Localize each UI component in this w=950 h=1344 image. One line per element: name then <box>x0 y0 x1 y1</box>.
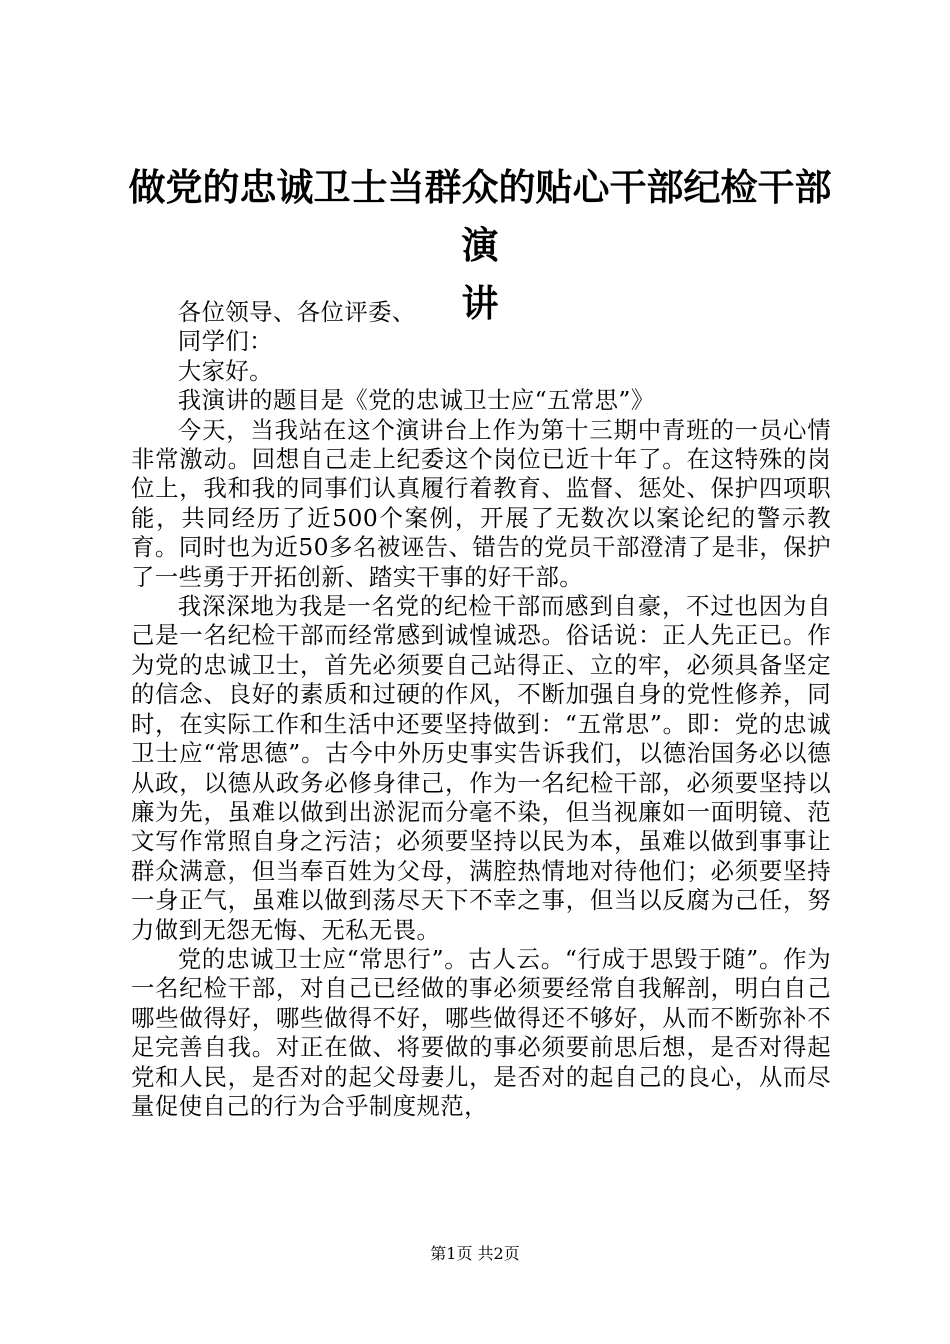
page-footer: 第1页 共2页 <box>430 1244 520 1263</box>
body-paragraph: 党的忠诚卫士应“常思行”。古人云。“行成于思毁于随”。作为一名纪检干部，对自己已经做的事必须要经常自我解剖，明白自己哪些做得好，哪些做得不好，哪些做得还不够好，从而不断弥补不足完善自我。对正在做、将要做的事必须要前思后想，是否对得起党和人民，是否对的起父母妻儿，是否对的起自己的良心，从而尽量促使自己的行为合乎制度规范， <box>131 944 831 1120</box>
salutation-paragraph: 各位领导、各位评委、 <box>177 298 416 326</box>
salutation-paragraph: 同学们： <box>177 327 273 356</box>
title-line-2: 讲 <box>461 281 499 325</box>
document-body <box>131 298 831 1121</box>
topic-paragraph: 我演讲的题目是《党的忠诚卫士应“五常思”》 <box>177 386 655 415</box>
body-paragraph: 今天，当我站在这个演讲台上作为第十三期中青班的一员心情非常激动。回想自己走上纪委这个岗位已近十年了。在这特殊的岗位上，我和我的同事们认真履行着教育、监督、惩处、保护四项职能，共同经历了近500个案例，开展了无数次以案论纪的警示教育。同时也为近50多名被诬告、错告的党员干部澄清了是非，保护了一些勇于开拓创新、踏实干事的好干部。 <box>131 415 831 591</box>
body-paragraph: 我深深地为我是一名党的纪检干部而感到自豪，不过也因为自己是一名纪检干部而经常感到诚惶诚恐。俗话说：正人先正已。作为党的忠诚卫士，首先必须要自己站得正、立的牢，必须具备坚定的信念、良好的素质和过硬的作风，不断加强自身的党性修养，同时，在实际工作和生活中还要坚持做到：“五常思”。即：党的忠诚卫士应“常思德”。古今中外历史事实告诉我们，以德治国务必以德从政，以德从政务必修身律己，作为一名纪检干部，必须要坚持以廉为先，虽难以做到出淤泥而分毫不染，但当视廉如一面明镜、范文写作常照自身之污洁；必须要坚持以民为本，虽难以做到事事让群众满意，但当奉百姓为父母，满腔热情地对待他们；必须要坚持一身正气，虽难以做到荡尽天下不幸之事，但当以反腐为己任，努力做到无怨无悔、无私无畏。 <box>131 592 831 944</box>
greeting-paragraph: 大家好。 <box>177 356 273 385</box>
title-line-1: 做党的忠诚卫士当群众的贴心干部纪检干部演 <box>128 165 832 267</box>
